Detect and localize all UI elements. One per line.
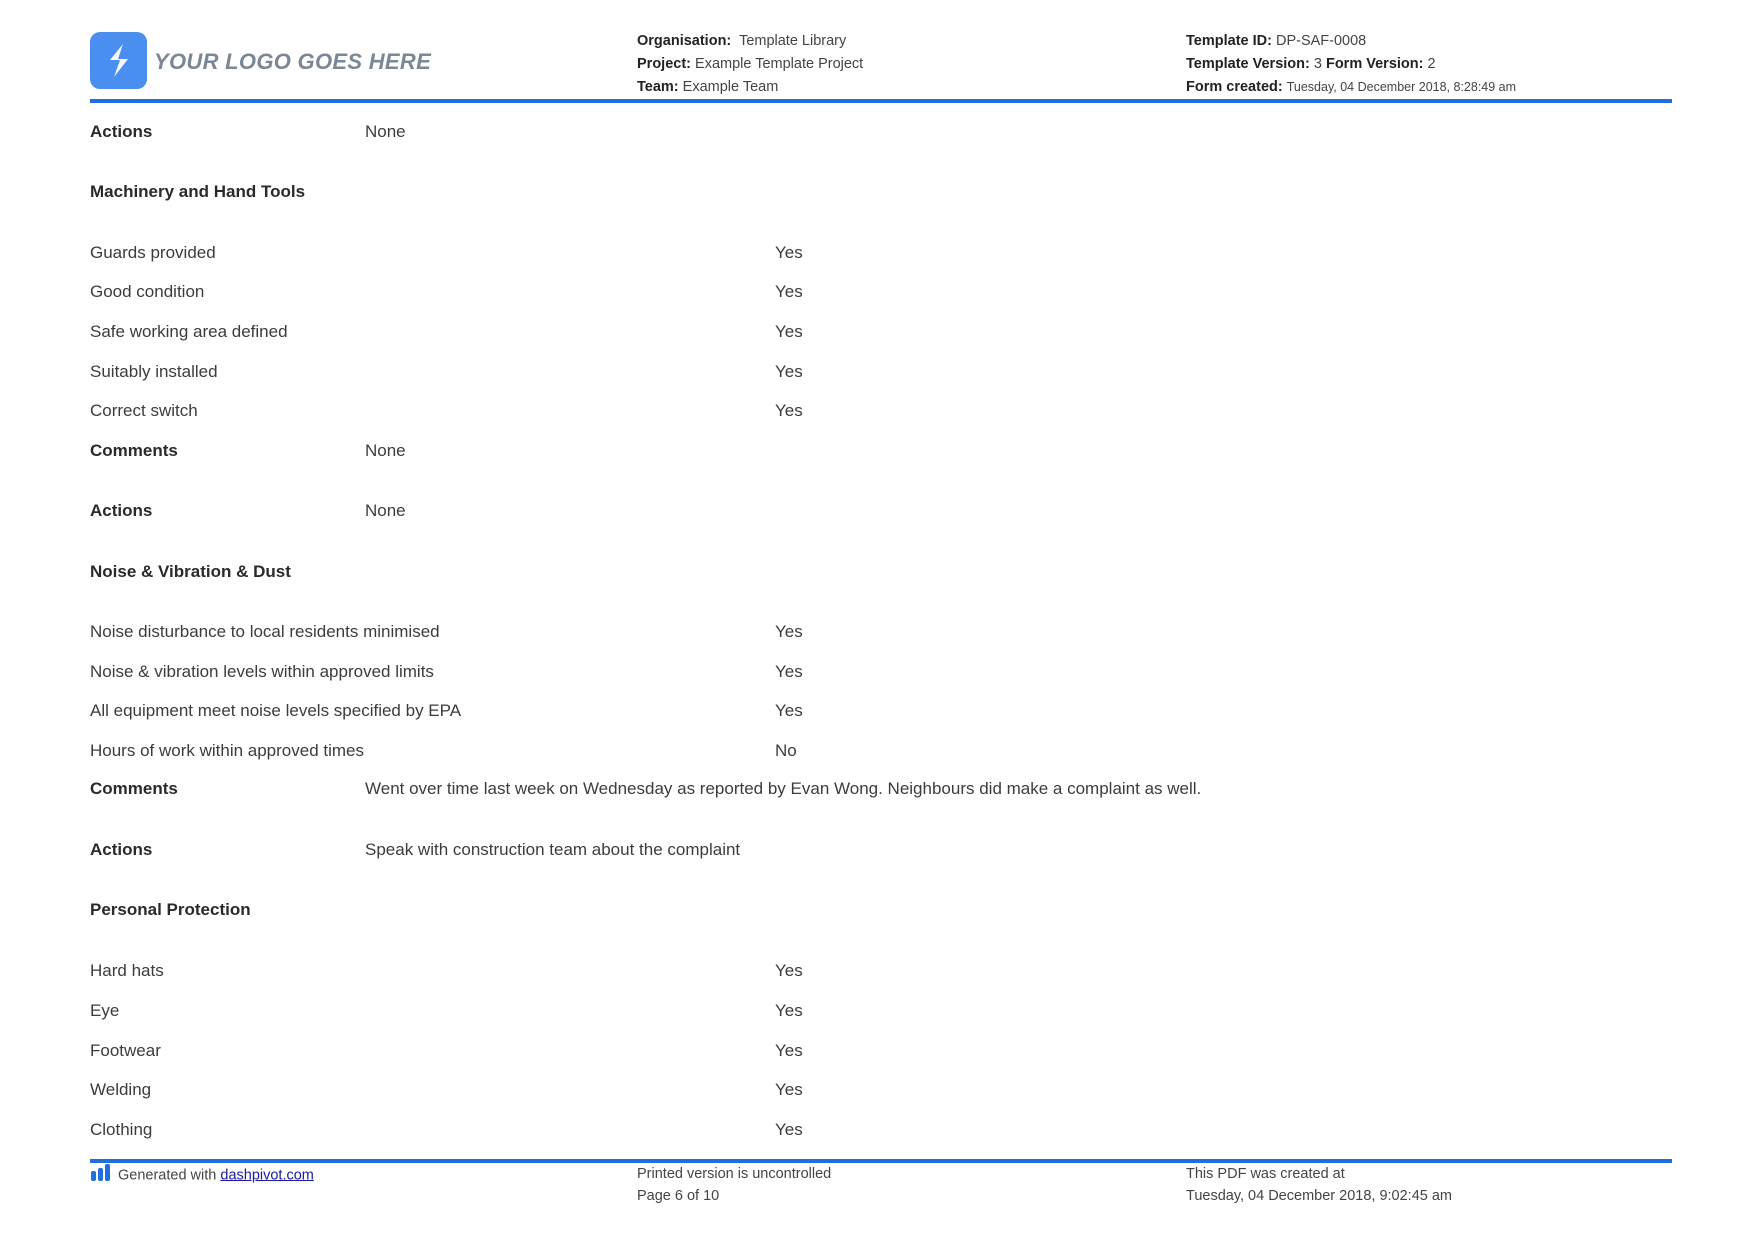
uncontrolled-notice: Printed version is uncontrolled bbox=[637, 1166, 832, 1182]
template-id-value: DP-SAF-0008 bbox=[1275, 33, 1367, 49]
organisation-value: Template Library bbox=[739, 33, 847, 49]
item-label: Hours of work within approved times bbox=[90, 741, 365, 760]
comments-label: Comments bbox=[90, 441, 178, 460]
template-id-label: Template ID: bbox=[1186, 33, 1272, 49]
actions-value: Speak with construction team about the complaint bbox=[365, 840, 741, 859]
item-label: Noise & vibration levels within approved limits bbox=[90, 662, 434, 681]
item-label: All equipment meet noise levels specified by EPA bbox=[90, 701, 462, 720]
item-label: Good condition bbox=[90, 282, 205, 301]
pdf-created-label: This PDF was created at bbox=[1186, 1166, 1345, 1182]
generated-text: Generated with bbox=[118, 1167, 217, 1184]
item-label: Hard hats bbox=[90, 961, 164, 980]
form-created-value: Tuesday, 04 December 2018, 8:28:49 am bbox=[1286, 80, 1517, 94]
footer-print-info bbox=[637, 1163, 831, 1207]
section-title-machinery: Machinery and Hand Tools bbox=[90, 182, 306, 201]
item-value: Yes bbox=[775, 401, 803, 420]
logo-icon bbox=[90, 32, 147, 89]
item-value: Yes bbox=[775, 701, 803, 720]
project-value: Example Template Project bbox=[695, 56, 864, 72]
comments-value: None bbox=[365, 441, 406, 460]
item-value: Yes bbox=[775, 1080, 803, 1099]
template-version-value: 3 bbox=[1313, 56, 1322, 72]
header-project-info bbox=[637, 30, 863, 99]
organisation-label: Organisation: bbox=[637, 33, 732, 49]
page-header bbox=[90, 30, 1672, 102]
form-version-value: 2 bbox=[1427, 56, 1436, 72]
logo-text: YOUR LOGO GOES HERE bbox=[154, 49, 432, 74]
item-value: Yes bbox=[775, 1120, 803, 1139]
item-value: No bbox=[775, 741, 797, 760]
item-value: Yes bbox=[775, 622, 803, 641]
header-template-info bbox=[1186, 30, 1516, 99]
dashpivot-icon bbox=[90, 1163, 112, 1188]
item-value: Yes bbox=[775, 1041, 803, 1060]
item-label: Guards provided bbox=[90, 243, 216, 262]
item-label: Welding bbox=[90, 1080, 152, 1099]
footer-pdf-created bbox=[1186, 1163, 1452, 1207]
item-label: Eye bbox=[90, 1001, 120, 1020]
actions-label: Actions bbox=[90, 840, 153, 859]
actions-label: Actions bbox=[90, 501, 153, 520]
comments-label: Comments bbox=[90, 779, 178, 798]
item-label: Suitably installed bbox=[90, 362, 218, 381]
actions-value: None bbox=[365, 501, 406, 520]
item-label: Noise disturbance to local residents minimised bbox=[90, 622, 440, 641]
item-value: Yes bbox=[775, 362, 803, 381]
field-value: None bbox=[365, 122, 406, 141]
form-version-label: Form Version: bbox=[1325, 56, 1424, 72]
item-label: Correct switch bbox=[90, 401, 198, 420]
comments-value: Went over time last week on Wednesday as reported by Evan Wong. Neighbours did make a complaint as well. bbox=[365, 779, 1202, 798]
template-version-label: Template Version: bbox=[1186, 56, 1310, 72]
pdf-created-value: Tuesday, 04 December 2018, 9:02:45 am bbox=[1186, 1188, 1452, 1204]
section-title-noise: Noise & Vibration & Dust bbox=[90, 562, 291, 581]
form-created-label: Form created: bbox=[1186, 79, 1283, 95]
team-label: Team: bbox=[637, 79, 679, 95]
item-value: Yes bbox=[775, 662, 803, 681]
item-label: Clothing bbox=[90, 1120, 153, 1139]
page-number: Page 6 of 10 bbox=[637, 1188, 720, 1204]
project-label: Project: bbox=[637, 56, 691, 72]
page-footer bbox=[90, 1163, 1672, 1213]
section-title-protection: Personal Protection bbox=[90, 900, 251, 919]
header-divider bbox=[90, 99, 1672, 103]
item-value: Yes bbox=[775, 322, 803, 341]
company-logo bbox=[90, 32, 432, 92]
footer-generated bbox=[90, 1163, 314, 1188]
team-value: Example Team bbox=[682, 79, 779, 95]
item-value: Yes bbox=[775, 243, 803, 262]
item-label: Safe working area defined bbox=[90, 322, 288, 341]
item-value: Yes bbox=[775, 1001, 803, 1020]
field-label: Actions bbox=[90, 122, 153, 141]
item-value: Yes bbox=[775, 961, 803, 980]
dashpivot-link[interactable]: dashpivot.com bbox=[220, 1167, 314, 1184]
item-label: Footwear bbox=[90, 1041, 161, 1060]
item-value: Yes bbox=[775, 282, 803, 301]
